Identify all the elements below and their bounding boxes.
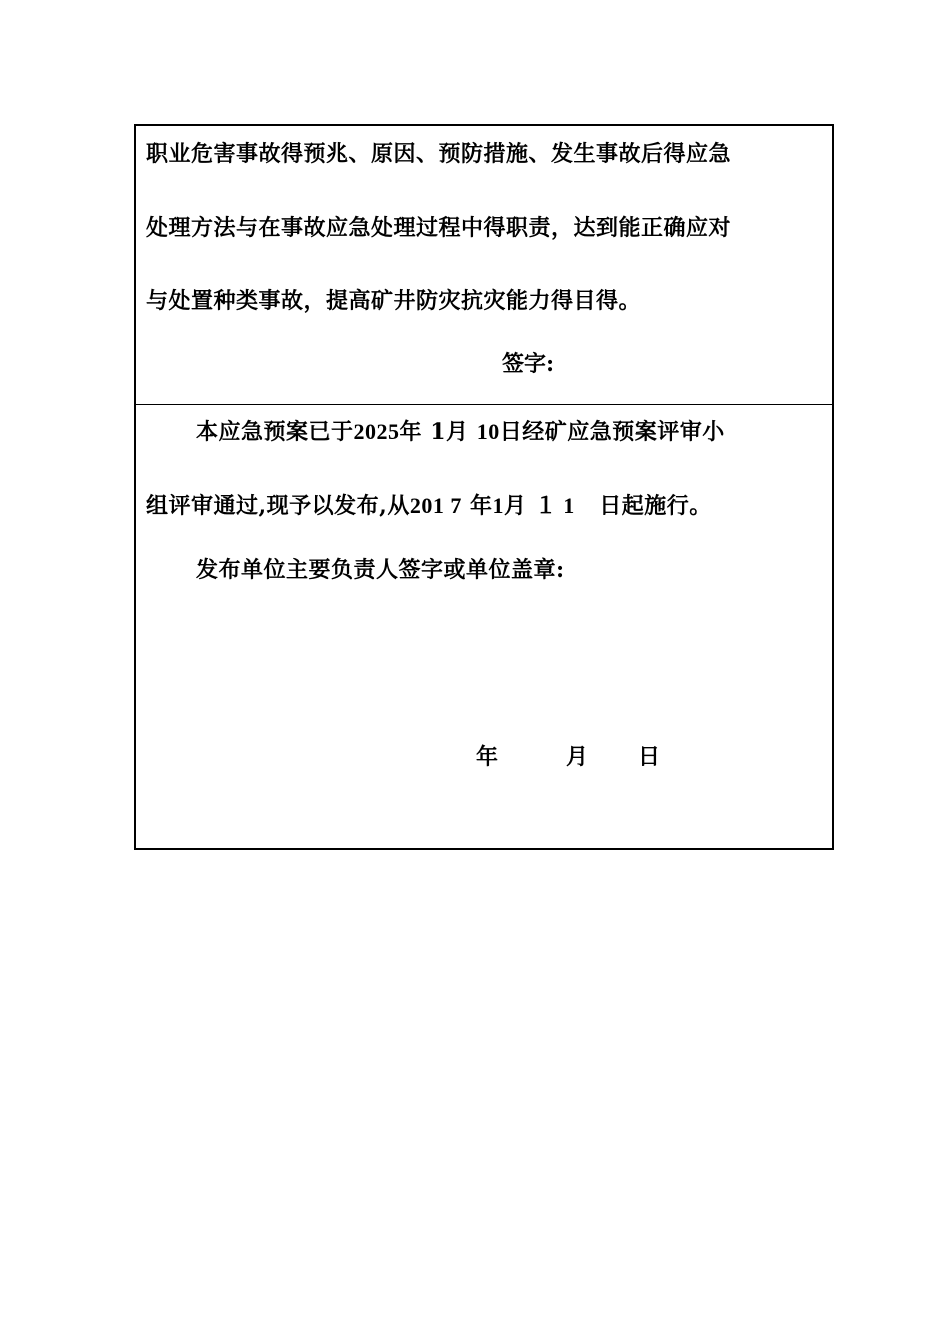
date-month-label: 月 [566,744,589,770]
effective-month: 1 [492,493,505,518]
responsible-signature-label: 发布单位主要负责人签字或单位盖章: [196,557,565,583]
purpose-line-2: 处理方法与在事故应急处理过程中得职责，达到能正确应对 [146,215,732,241]
approval-month: 1 [430,419,447,445]
date-day-label: 日 [638,744,661,770]
release-line-2-suffix: 日起施行。 [599,493,712,519]
approval-year-unit: 年 [399,419,423,445]
release-line-1 [196,417,725,447]
release-line-2 [146,491,712,521]
purpose-cell [136,126,832,405]
purpose-line-1: 职业危害事故得预兆、原因、预防措施、发生事故后得应急 [146,141,732,167]
approval-year: 2025 [353,419,400,444]
effective-month-unit: 月 [504,493,527,519]
date-year-label: 年 [476,744,499,770]
release-cell [136,405,832,848]
approval-day: 10 [476,419,500,444]
approval-month-unit: 月 [446,419,469,445]
effective-day: １ 1 [534,493,575,518]
release-line-2-prefix: 组评审通过,现予以发布,从 [146,493,410,519]
effective-year-unit: 年 [470,493,493,519]
signature-label: 签字: [502,351,555,377]
approval-form-table [134,124,834,850]
effective-year: 201 7 [409,493,462,518]
purpose-line-3: 与处置种类事故，提高矿井防灾抗灾能力得目得。 [146,288,642,314]
release-line-1-prefix: 本应急预案已于 [196,419,354,445]
release-line-1-suffix: 日经矿应急预案评审小 [499,419,725,445]
